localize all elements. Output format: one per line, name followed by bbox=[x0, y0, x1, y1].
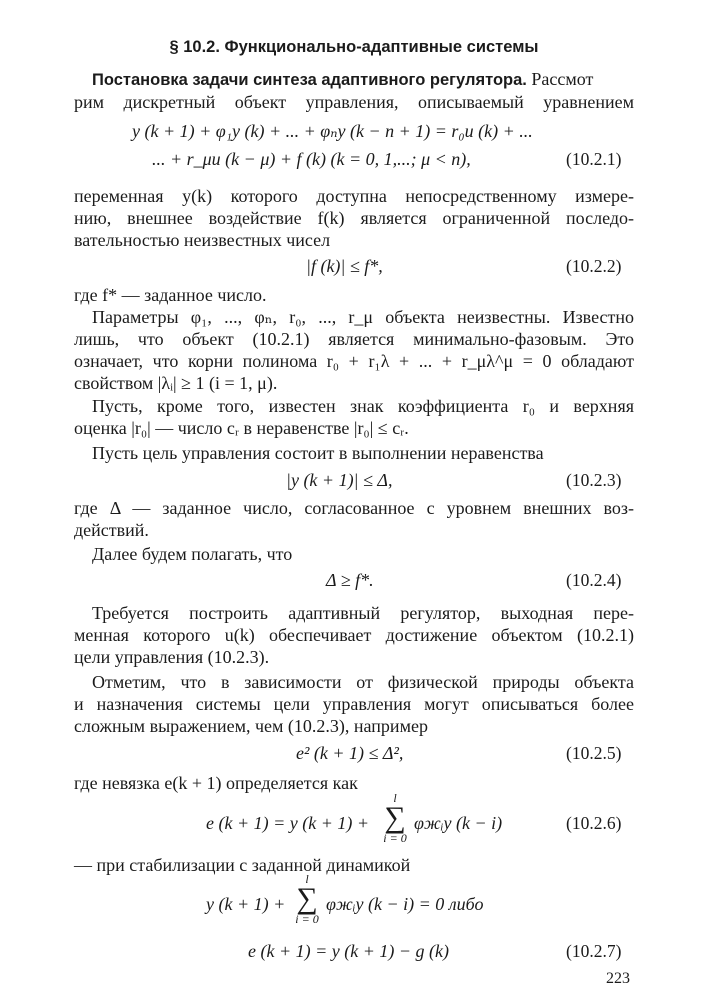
sum-upper-limit: l bbox=[305, 872, 309, 886]
paragraph-line: где невязка e(k + 1) определяется как bbox=[74, 773, 358, 793]
paragraph-line: означает, что корни полинома r₀ + r₁λ + ... + r_μλ^μ = 0 обладают bbox=[74, 351, 634, 371]
summation-symbol bbox=[294, 873, 320, 925]
paragraph-line: менная которого u(k) обеспечивает достижение объектом (10.2.1) bbox=[74, 625, 634, 645]
equation-10-2-4: Δ ≥ f*. bbox=[326, 570, 374, 590]
paragraph-line: где Δ — заданное число, согласованное с уровнем внешних воз- bbox=[74, 498, 634, 518]
paragraph-line: Пусть цель управления состоит в выполнении неравенства bbox=[92, 443, 544, 463]
paragraph-line: Отметим, что в зависимости от физической природы объекта bbox=[92, 672, 634, 692]
paragraph-line: вательностью неизвестных чисел bbox=[74, 230, 331, 250]
equation-10-2-5: e² (k + 1) ≤ Δ², bbox=[296, 743, 404, 763]
equation-10-2-7a-left: y (k + 1) + bbox=[206, 894, 286, 914]
paragraph-line: лишь, что объект (10.2.1) является минимально-фазовым. Это bbox=[74, 329, 634, 349]
paragraph-line: Пусть, кроме того, известен знак коэффициента r₀ и верхняя bbox=[92, 396, 634, 416]
equation-10-2-1-line2: ... + r_μu (k − μ) + f (k) (k = 0, 1,...; μ < n), bbox=[152, 149, 471, 169]
paragraph-intro-line1 bbox=[92, 68, 593, 91]
equation-number: (10.2.1) bbox=[566, 149, 622, 169]
sum-upper-limit: l bbox=[393, 791, 397, 805]
equation-10-2-2: |f (k)| ≤ f*, bbox=[306, 256, 383, 276]
paragraph-line: — при стабилизации с заданной динамикой bbox=[74, 855, 411, 875]
sum-lower-limit: i = 0 bbox=[295, 912, 319, 926]
equation-number: (10.2.7) bbox=[566, 941, 622, 961]
paragraph-line: переменная y(k) которого доступна непосредственному измере- bbox=[74, 186, 634, 206]
paragraph-line: Параметры φ₁, ..., φₙ, r₀, ..., r_μ объекта неизвестны. Известно bbox=[92, 307, 634, 327]
paragraph-line: сложным выражением, чем (10.2.3), например bbox=[74, 716, 428, 736]
equation-number: (10.2.2) bbox=[566, 256, 622, 276]
paragraph-line: свойством |λᵢ| ≥ 1 (i = 1, μ). bbox=[74, 373, 278, 393]
sigma-icon: ∑ bbox=[296, 882, 318, 915]
section-title: § 10.2. Функционально-адаптивные системы bbox=[169, 38, 539, 56]
paragraph-line: нию, внешнее воздействие f(k) является ограниченной последо- bbox=[74, 208, 634, 228]
page-number: 223 bbox=[606, 970, 630, 987]
paragraph-intro-tail: Рассмот bbox=[531, 69, 594, 89]
equation-10-2-6-right: φжᵢy (k − i) bbox=[414, 813, 503, 833]
equation-10-2-3: |y (k + 1)| ≤ Δ, bbox=[286, 470, 393, 490]
paragraph-heading: Постановка задачи синтеза адаптивного регулятора. bbox=[92, 71, 527, 89]
equation-10-2-6-left: e (k + 1) = y (k + 1) + bbox=[206, 813, 370, 833]
sigma-icon: ∑ bbox=[384, 801, 406, 834]
paragraph-intro-line2: рим дискретный объект управления, описываемый уравнением bbox=[74, 92, 634, 112]
paragraph-line: действий. bbox=[74, 520, 149, 540]
paragraph-line: Требуется построить адаптивный регулятор, выходная пере- bbox=[92, 603, 634, 623]
paragraph-line: и назначения системы цели управления могут описываться более bbox=[74, 694, 634, 714]
equation-10-2-1-line1: y (k + 1) + φ₁y (k) + ... + φₙy (k − n + 1) = r₀u (k) + ... bbox=[132, 121, 533, 141]
paragraph-line: Далее будем полагать, что bbox=[92, 544, 293, 564]
equation-number: (10.2.3) bbox=[566, 470, 622, 490]
equation-number: (10.2.5) bbox=[566, 743, 622, 763]
paragraph-line: цели управления (10.2.3). bbox=[74, 647, 270, 667]
equation-10-2-7b: e (k + 1) = y (k + 1) − g (k) bbox=[248, 941, 449, 961]
sum-lower-limit: i = 0 bbox=[383, 831, 407, 845]
equation-10-2-7a-right: φжᵢy (k − i) = 0 либо bbox=[326, 894, 484, 914]
equation-number: (10.2.4) bbox=[566, 570, 622, 590]
summation-symbol bbox=[382, 792, 408, 844]
paragraph-line: оценка |r₀| — число cᵣ в неравенстве |r₀| ≤ cᵣ. bbox=[74, 418, 409, 438]
paragraph-line: где f* — заданное число. bbox=[74, 285, 267, 305]
equation-number: (10.2.6) bbox=[566, 813, 622, 833]
